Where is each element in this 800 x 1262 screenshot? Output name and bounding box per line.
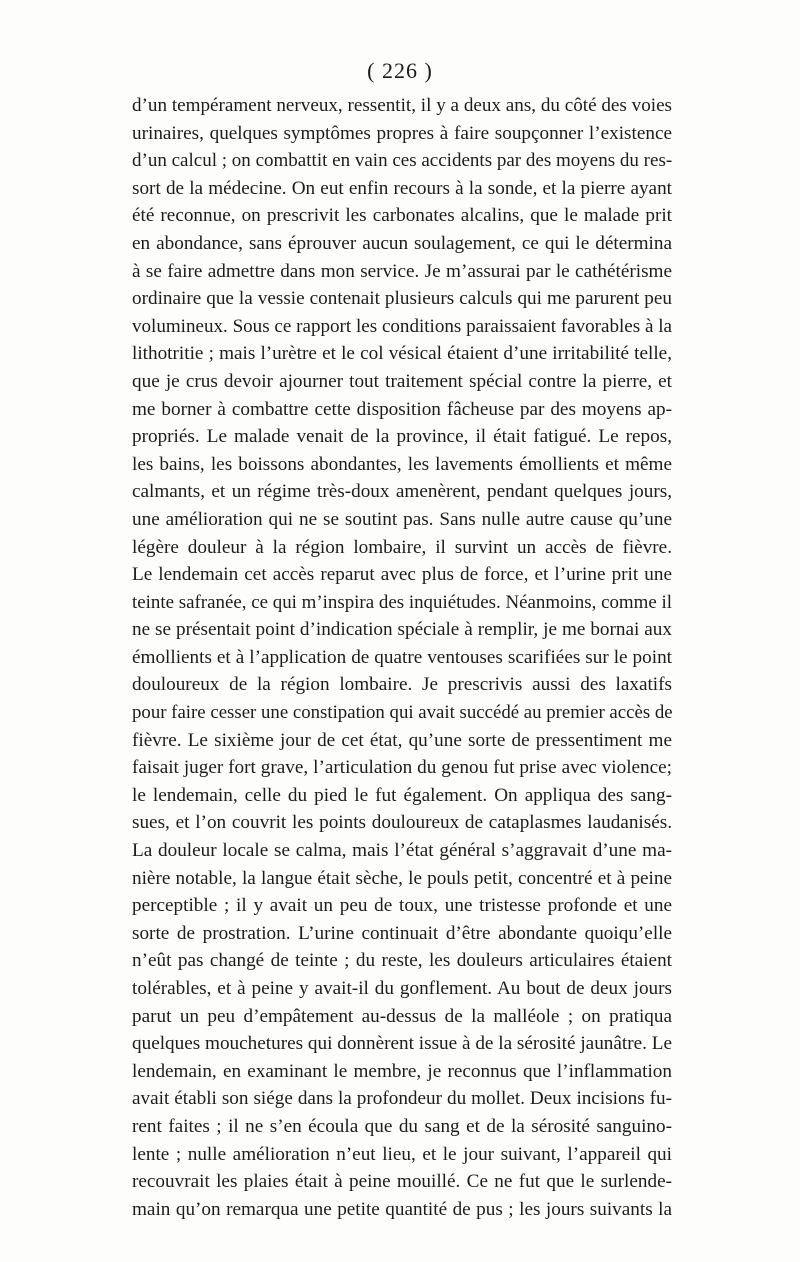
text-line: sorte de prostration. L’urine continuait d’être abondante quoiqu’elle xyxy=(132,922,672,944)
text-line: pour faire cesser une constipation qui avait succédé au premier accès de xyxy=(132,702,673,724)
text-line: me borner à combattre cette disposition fâcheuse par des moyens ap- xyxy=(132,398,672,420)
text-line: le lendemain, celle du pied le fut également. On appliqua des sang- xyxy=(132,784,672,806)
text-line: n’eût pas changé de teinte ; du reste, les douleurs articulaires étaient xyxy=(132,950,672,972)
text-line: lithotritie ; mais l’urètre et le col vésical étaient d’une irritabilité telle, xyxy=(132,343,672,365)
text-line: sort de la médecine. On eut enfin recours à la sonde, et la pierre ayant xyxy=(132,177,672,199)
text-line: avait établi son siége dans la profondeur du mollet. Deux incisions fu- xyxy=(132,1088,672,1110)
text-line: tolérables, et à peine y avait-il du gonflement. Au bout de deux jours xyxy=(132,978,672,999)
text-line: rent faites ; il ne s’en écoula que du sang et de la sérosité sanguino- xyxy=(132,1115,672,1137)
text-line: parut un peu d’empâtement au-dessus de la malléole ; on pratiqua xyxy=(132,1005,672,1027)
text-line: ne se présentait point d’indication spéciale à remplir, je me bornai aux xyxy=(132,619,672,641)
text-line: Le lendemain cet accès reparut avec plus de force, et l’urine prit une xyxy=(132,564,672,586)
text-line: calmants, et un régime très-doux amenèrent, pendant quelques jours, xyxy=(132,481,672,503)
text-line: quelques mouchetures qui donnèrent issue à de la sérosité jaunâtre. Le xyxy=(132,1033,672,1055)
text-line: une amélioration qui ne se soutint pas. Sans nulle autre cause qu’une xyxy=(132,508,672,530)
text-line: ordinaire que la vessie contenait plusieurs calculs qui me parurent peu xyxy=(132,288,672,310)
page-number: ( 226 ) xyxy=(367,58,433,83)
text-line: été reconnue, on prescrivit les carbonates alcalins, que le malade prit xyxy=(132,205,672,227)
text-line: les bains, les boissons abondantes, les lavements émollients et même xyxy=(132,453,672,475)
text-line: faisait juger fort grave, l’articulation du genou fut prise avec violence; xyxy=(132,757,672,779)
body-text xyxy=(132,92,672,1223)
text-line: en abondance, sans éprouver aucun soulagement, ce qui le détermina xyxy=(132,232,672,254)
text-line: propriés. Le malade venait de la province, il était fatigué. Le repos, xyxy=(132,426,672,448)
text-line: volumineux. Sous ce rapport les conditions paraissaient favorables à la xyxy=(132,315,672,337)
text-line: nière notable, la langue était sèche, le pouls petit, concentré et à peine xyxy=(132,867,672,889)
text-line: fièvre. Le sixième jour de cet état, qu’une sorte de pressentiment me xyxy=(132,729,672,751)
text-line: d’un tempérament nerveux, ressentit, il y a deux ans, du côté des voies xyxy=(132,95,672,116)
text-line: recouvrait les plaies était à peine mouillé. Ce ne fut que le surlende- xyxy=(132,1171,672,1193)
text-line: lente ; nulle amélioration n’eut lieu, et le jour suivant, l’appareil qui xyxy=(132,1143,672,1165)
text-line: que je crus devoir ajourner tout traitement spécial contre la pierre, et xyxy=(132,370,672,392)
text-line: urinaires, quelques symptômes propres à faire soupçonner l’existence xyxy=(132,122,672,144)
text-line: teinte safranée, ce qui m’inspira des inquiétudes. Néanmoins, comme il xyxy=(132,591,672,613)
text-line: émollients et à l’application de quatre ventouses scarifiées sur le point xyxy=(132,646,672,668)
text-line: lendemain, en examinant le membre, je reconnus que l’inflammation xyxy=(132,1060,672,1082)
text-line: douloureux de la région lombaire. Je prescrivis aussi des laxatifs xyxy=(132,674,672,696)
text-line: d’un calcul ; on combattit en vain ces accidents par des moyens du res- xyxy=(132,150,673,172)
text-line: à se faire admettre dans mon service. Je m’assurai par le cathétérisme xyxy=(132,260,672,282)
text-line: perceptible ; il y avait un peu de toux, une tristesse profonde et une xyxy=(132,895,672,917)
text-line: La douleur locale se calma, mais l’état général s’aggravait d’une ma- xyxy=(132,840,672,862)
text-line: sues, et l’on couvrit les points douloureux de cataplasmes laudanisés. xyxy=(132,812,672,834)
text-line: légère douleur à la région lombaire, il survint un accès de fièvre. xyxy=(132,536,672,558)
text-line: main qu’on remarqua une petite quantité de pus ; les jours suivants la xyxy=(132,1198,672,1220)
